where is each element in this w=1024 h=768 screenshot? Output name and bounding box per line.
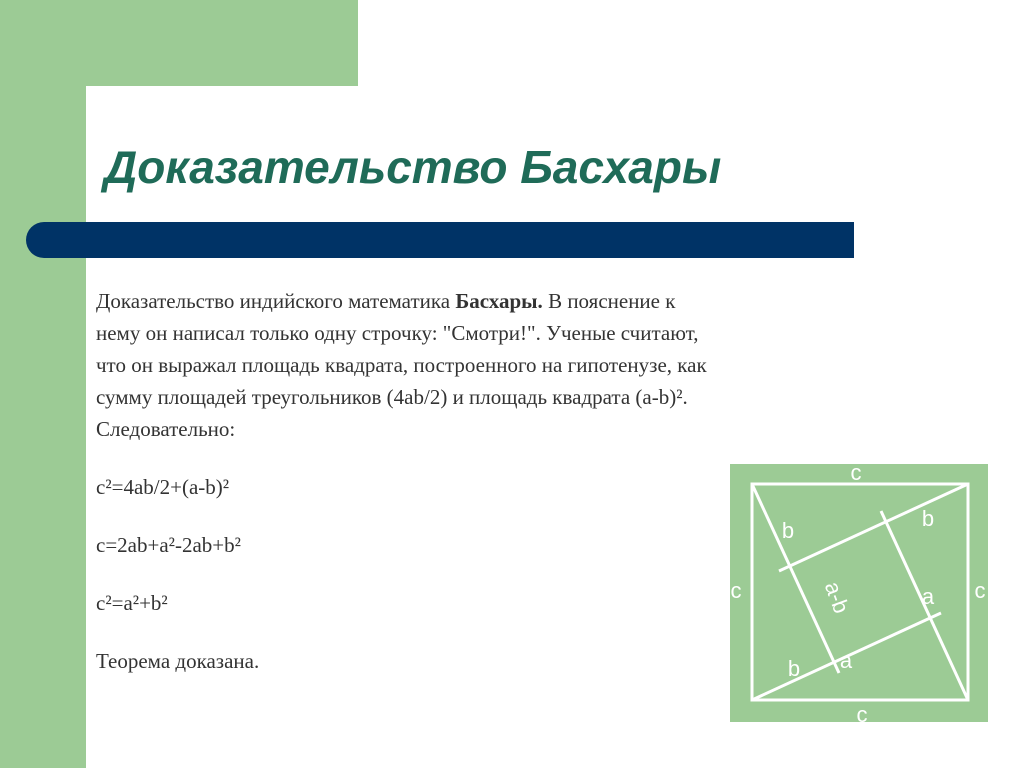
green-top-band <box>0 0 358 86</box>
conclusion-text: Теорема доказана. <box>96 649 260 673</box>
intro-bold-name: Басхары. <box>455 289 543 313</box>
slide-title: Доказательство Басхары <box>104 141 722 193</box>
label-a-bottom: a <box>839 648 853 673</box>
equation-2: c=2ab+a²-2ab+b² <box>96 533 241 557</box>
intro-text: Доказательство индийского математика <box>96 289 456 313</box>
diagram-background <box>730 464 988 722</box>
equation-3: c²=a²+b² <box>96 591 168 615</box>
label-b-upper-left: b <box>781 518 795 543</box>
title-underline-bar <box>26 222 854 258</box>
label-b-lower-left: b <box>787 656 801 681</box>
intro-text-cont: В пояснение к нему он написал только одну строчку: "Смотри!". Ученые считают, что он выражал площадь квадрата, построенного на гипотенузе, как сумму площадей треугольников (4ab/2) и площадь квадрата (a-b)². Следовательно: <box>96 289 707 441</box>
equation-1: c²=4ab/2+(a-b)² <box>96 475 230 499</box>
label-b-upper-right: b <box>921 506 935 531</box>
label-c-bottom: c <box>856 702 868 722</box>
label-c-top: c <box>850 464 862 485</box>
label-a-right: a <box>921 584 935 609</box>
intro-paragraph <box>96 285 716 445</box>
bhaskara-proof-diagram <box>730 464 988 722</box>
green-side-band <box>0 0 86 768</box>
label-c-right: c <box>974 578 986 603</box>
label-c-left: c <box>730 578 742 603</box>
slide-body <box>96 285 716 677</box>
label-a-minus-b: a-b <box>819 578 855 617</box>
